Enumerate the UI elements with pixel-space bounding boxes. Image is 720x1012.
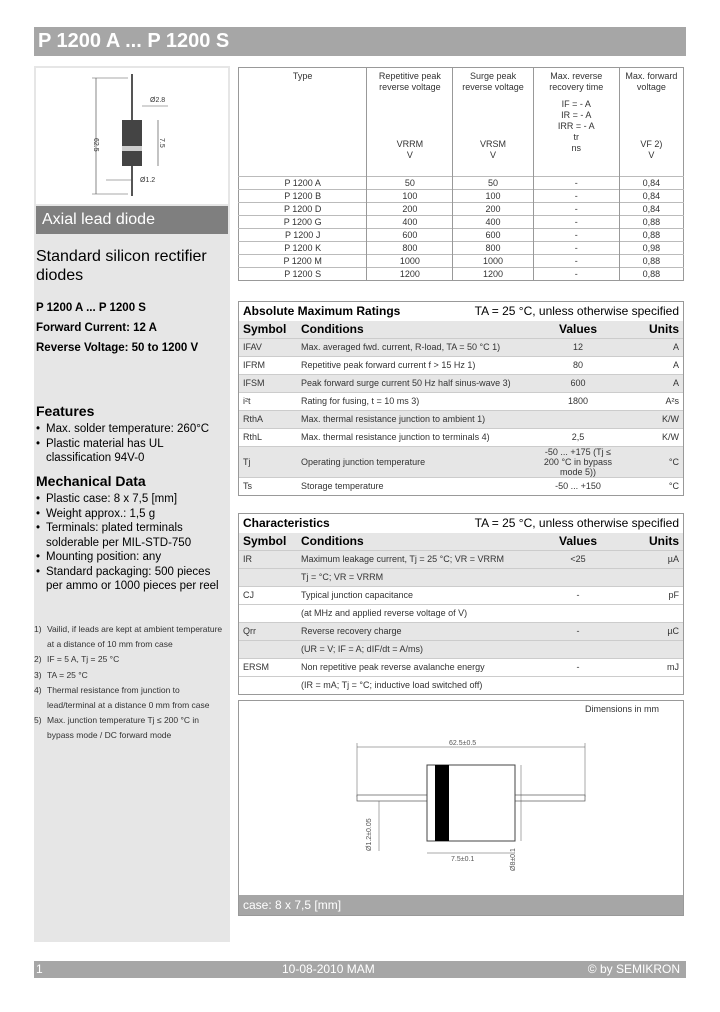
- table-cell: (UR = V; IF = A; dIF/dt = A/ms): [297, 640, 533, 658]
- table-cell: µC: [623, 622, 683, 640]
- table-cell: -: [533, 216, 619, 229]
- table-cell: IFSM: [239, 374, 297, 392]
- table-cell: -: [533, 242, 619, 255]
- table-cell: RthA: [239, 410, 297, 428]
- table-cell: [533, 410, 623, 428]
- table-cell: -: [533, 622, 623, 640]
- list-item: • Mounting position: any: [34, 550, 230, 565]
- table-cell: 80: [533, 356, 623, 374]
- table-row: [239, 216, 684, 229]
- table-cell: [533, 640, 623, 658]
- table-cell: P 1200 J: [239, 229, 367, 242]
- table-cell: P 1200 G: [239, 216, 367, 229]
- table-row: [239, 622, 683, 640]
- th-type: Type: [239, 68, 367, 177]
- table-cell: IFRM: [239, 356, 297, 374]
- table-cell: P 1200 K: [239, 242, 367, 255]
- table-row: [239, 374, 683, 392]
- table-cell: P 1200 M: [239, 255, 367, 268]
- th-vrsm: Surge peak reverse voltage VRSM V: [453, 68, 533, 177]
- table-cell: Qrr: [239, 622, 297, 640]
- table-cell: -: [533, 255, 619, 268]
- table-cell: Repetitive peak forward current f > 15 Hz 1): [297, 356, 533, 374]
- table-row: [239, 177, 684, 190]
- table-row: [239, 338, 683, 356]
- footer-date: 10-08-2010 MAM: [282, 962, 375, 976]
- table-cell: -: [533, 658, 623, 676]
- table-cell: Peak forward surge current 50 Hz half sinus-wave 3): [297, 374, 533, 392]
- footnote-number: 5): [34, 715, 42, 725]
- table-cell: pF: [623, 586, 683, 604]
- table-row: [239, 242, 684, 255]
- table-cell: 50: [367, 177, 453, 190]
- table-row: [239, 190, 684, 203]
- list-item: • Weight approx.: 1,5 g: [34, 507, 230, 522]
- table-cell: [533, 568, 623, 586]
- th-vf: Max. forward voltage VF 2) V: [625, 71, 678, 160]
- table-cell: [239, 568, 297, 586]
- table-cell: (at MHz and applied reverse voltage of V): [297, 604, 533, 622]
- table-cell: 200: [367, 203, 453, 216]
- table-cell: 600: [533, 374, 623, 392]
- table-cell: 0,98: [619, 242, 683, 255]
- table-cell: A: [623, 356, 683, 374]
- table-row: [239, 268, 684, 281]
- abs-max-cond: TA = 25 °C, unless otherwise specified: [474, 304, 679, 318]
- table-cell: 600: [453, 229, 533, 242]
- table-cell: 1800: [533, 392, 623, 410]
- table-cell: 200: [453, 203, 533, 216]
- table-cell: 1200: [453, 268, 533, 281]
- table-cell: A²s: [623, 392, 683, 410]
- table-cell: Maximum leakage current, Tj = 25 °C; VR = VRRM: [297, 550, 533, 568]
- list-item: • Terminals: plated terminals solderable per MIL-STD-750: [34, 521, 230, 550]
- axial-lead-label: Axial lead diode: [36, 206, 228, 234]
- table-cell: 50: [453, 177, 533, 190]
- list-item: • Standard packaging: 500 pieces per ammo or 1000 pieces per reel: [34, 565, 230, 594]
- table-cell: K/W: [623, 410, 683, 428]
- table-cell: [239, 640, 297, 658]
- features-list: [34, 422, 230, 466]
- table-cell: -: [533, 203, 619, 216]
- table-row: [239, 255, 684, 268]
- table-cell: Max. averaged fwd. current, R-load, TA = 50 °C 1): [297, 338, 533, 356]
- table-cell: 400: [453, 216, 533, 229]
- table-cell: 12: [533, 338, 623, 356]
- table-cell: IFAV: [239, 338, 297, 356]
- table-row: [239, 392, 683, 410]
- subtitle: Standard silicon rectifier diodes: [36, 248, 207, 284]
- table-cell: i²t: [239, 392, 297, 410]
- table-cell: P 1200 A: [239, 177, 367, 190]
- table-cell: Operating junction temperature: [297, 446, 533, 477]
- th-trr: Max. reverse recovery time IF = - A IR = - A IRR = - A tr ns: [533, 68, 619, 177]
- table-cell: 100: [453, 190, 533, 203]
- footer-bar: [34, 961, 686, 978]
- table-row: [239, 676, 683, 694]
- footnote-number: 2): [34, 654, 42, 664]
- dim-overall-length: 62.5±0.5: [449, 740, 477, 747]
- table-cell: -50 ... +175 (Tj ≤ 200 °C in bypass mode 5)): [533, 446, 623, 477]
- char-cond: TA = 25 °C, unless otherwise specified: [474, 516, 679, 530]
- table-cell: [239, 676, 297, 694]
- char-table: Symbol Conditions Values Units IR Maximum leakage current, Tj = 25 °C; VR = VRRM <25 µA Tj = °C; VR = VRRM CJ Typical junction capacitance - pF (at MHz and applied reverse voltage of V) Qrr Reverse recovery charge - µC (UR = V; IF = A; dIF/dt = A/ms) ERSM Non repetitive peak reverse avalanche energy - mJ (IR = mA; Tj = °C; inductive load switched off): [239, 533, 683, 694]
- abs-max-ratings: [238, 301, 684, 496]
- table-cell: -: [533, 177, 619, 190]
- table-cell: -: [533, 229, 619, 242]
- table-row: [239, 203, 684, 216]
- table-row: [239, 658, 683, 676]
- dim-body: 7.5: [158, 138, 165, 148]
- th-vrrm: Repetitive peak reverse voltage VRRM V: [367, 68, 453, 177]
- dimensions-title: Dimensions in mm: [584, 704, 659, 714]
- table-cell: -50 ... +150: [533, 477, 623, 495]
- table-row: [239, 477, 683, 495]
- table-cell: °C: [623, 446, 683, 477]
- table-cell: °C: [623, 477, 683, 495]
- table-row: [239, 568, 683, 586]
- table-cell: 0,88: [619, 268, 683, 281]
- page-number: 1: [36, 962, 43, 976]
- table-cell: 0,88: [619, 255, 683, 268]
- footnote-text: Max. junction temperature Tj ≤ 200 °C in bypass mode / DC forward mode: [47, 715, 200, 740]
- types-table: [238, 67, 684, 281]
- table-cell: RthL: [239, 428, 297, 446]
- dim-lead-diameter: Ø1.2±0.05: [366, 818, 373, 851]
- table-cell: [623, 568, 683, 586]
- footnote-text: TA = 25 °C: [47, 669, 88, 680]
- table-cell: Ts: [239, 477, 297, 495]
- table-cell: 2,5: [533, 428, 623, 446]
- table-row: [239, 586, 683, 604]
- table-cell: [533, 604, 623, 622]
- table-cell: 600: [367, 229, 453, 242]
- table-cell: µA: [623, 550, 683, 568]
- dim-lead-dia: Ø1.2: [140, 177, 156, 184]
- table-cell: Storage temperature: [297, 477, 533, 495]
- table-cell: Tj: [239, 446, 297, 477]
- table-row: [239, 446, 683, 477]
- table-cell: K/W: [623, 428, 683, 446]
- forward-current: Forward Current: 12 A: [36, 322, 157, 334]
- footnotes: [34, 622, 228, 743]
- dim-body-dia: Ø2.8: [150, 97, 166, 104]
- table-cell: Max. thermal resistance junction to terminals 4): [297, 428, 533, 446]
- footnote-text: Thermal resistance from junction to lead/terminal at a distance 0 mm from case: [47, 685, 210, 710]
- table-cell: (IR = mA; Tj = °C; inductive load switched off): [297, 676, 533, 694]
- features-title: Features: [36, 403, 95, 419]
- abs-max-title: Absolute Maximum Ratings: [243, 304, 401, 318]
- footnote-number: 4): [34, 685, 42, 695]
- table-row: [239, 428, 683, 446]
- table-cell: IR: [239, 550, 297, 568]
- table-cell: mJ: [623, 658, 683, 676]
- table-cell: [239, 604, 297, 622]
- table-cell: 1000: [453, 255, 533, 268]
- dimension-svg: [239, 701, 683, 897]
- table-cell: 0,84: [619, 177, 683, 190]
- page-title: P 1200 A ... P 1200 S: [34, 27, 686, 56]
- dim-body-length: 7.5±0.1: [451, 856, 475, 863]
- footer-copyright: © by SEMIKRON: [587, 962, 680, 976]
- mechanical-title: Mechanical Data: [36, 473, 146, 489]
- footnote-text: IF = 5 A, Tj = 25 °C: [47, 654, 120, 664]
- table-row: [239, 604, 683, 622]
- table-cell: [623, 604, 683, 622]
- table-cell: P 1200 B: [239, 190, 367, 203]
- table-row: [239, 229, 684, 242]
- table-cell: Max. thermal resistance junction to ambient 1): [297, 410, 533, 428]
- table-row: [239, 410, 683, 428]
- table-cell: 1200: [367, 268, 453, 281]
- table-cell: P 1200 D: [239, 203, 367, 216]
- table-cell: Rating for fusing, t = 10 ms 3): [297, 392, 533, 410]
- table-cell: ERSM: [239, 658, 297, 676]
- table-cell: Typical junction capacitance: [297, 586, 533, 604]
- table-cell: Non repetitive peak reverse avalanche energy: [297, 658, 533, 676]
- characteristics: [238, 513, 684, 695]
- footnote-number: 3): [34, 669, 42, 680]
- table-cell: P 1200 S: [239, 268, 367, 281]
- footnote-text: Vailid, if leads are kept at ambient temperature at a distance of 10 mm from case: [47, 624, 223, 649]
- table-cell: <25: [533, 550, 623, 568]
- case-label: case: 8 x 7,5 [mm]: [239, 895, 683, 915]
- dimensions-drawing: [238, 700, 684, 916]
- table-cell: 800: [453, 242, 533, 255]
- char-title: Characteristics: [243, 516, 330, 530]
- table-cell: 0,84: [619, 190, 683, 203]
- list-item: • Plastic case: 8 x 7,5 [mm]: [34, 492, 230, 507]
- diode-outline-svg: [36, 68, 228, 204]
- table-cell: Reverse recovery charge: [297, 622, 533, 640]
- table-row: [239, 640, 683, 658]
- abs-max-table: Symbol Conditions Values Units IFAV Max. averaged fwd. current, R-load, TA = 50 °C 1) 12 A IFRM Repetitive peak forward current f > 15 Hz 1) 80 A IFSM Peak forward surge current 50 Hz half sinus-wave 3) 600 A i²t Rating for fusing, t = 10 ms 3) 1800 A²s RthA Max. thermal resistance junction to ambient 1) K/W RthL Max. thermal resistance junction to terminals 4) 2,5 K/W Tj Operating junction temperature -50 ... +175 (Tj ≤ 200 °C in bypass mode 5)) °C Ts Storage temperature -50 ... +150 °C: [239, 321, 683, 495]
- table-cell: CJ: [239, 586, 297, 604]
- type-range: P 1200 A ... P 1200 S: [36, 302, 146, 314]
- table-cell: 1000: [367, 255, 453, 268]
- mechanical-list: [34, 492, 230, 594]
- table-cell: 0,84: [619, 203, 683, 216]
- table-cell: A: [623, 338, 683, 356]
- table-cell: A: [623, 374, 683, 392]
- table-cell: -: [533, 268, 619, 281]
- table-cell: -: [533, 586, 623, 604]
- diode-outline-drawing: [36, 68, 228, 204]
- reverse-voltage: Reverse Voltage: 50 to 1200 V: [36, 342, 199, 354]
- table-row: [239, 356, 683, 374]
- table-cell: 400: [367, 216, 453, 229]
- table-cell: [623, 640, 683, 658]
- table-row: [239, 550, 683, 568]
- table-cell: [623, 676, 683, 694]
- table-cell: 0,88: [619, 229, 683, 242]
- table-cell: -: [533, 190, 619, 203]
- table-cell: Tj = °C; VR = VRRM: [297, 568, 533, 586]
- table-cell: [533, 676, 623, 694]
- footnote-number: 1): [34, 624, 42, 634]
- table-cell: 100: [367, 190, 453, 203]
- list-item: • Max. solder temperature: 260°C: [34, 422, 230, 437]
- list-item: • Plastic material has UL classification 94V-0: [34, 437, 230, 466]
- dim-body-diameter: Ø8±0.1: [510, 848, 517, 871]
- table-cell: 0,88: [619, 216, 683, 229]
- dim-overall: 62.5: [92, 138, 99, 152]
- table-cell: 800: [367, 242, 453, 255]
